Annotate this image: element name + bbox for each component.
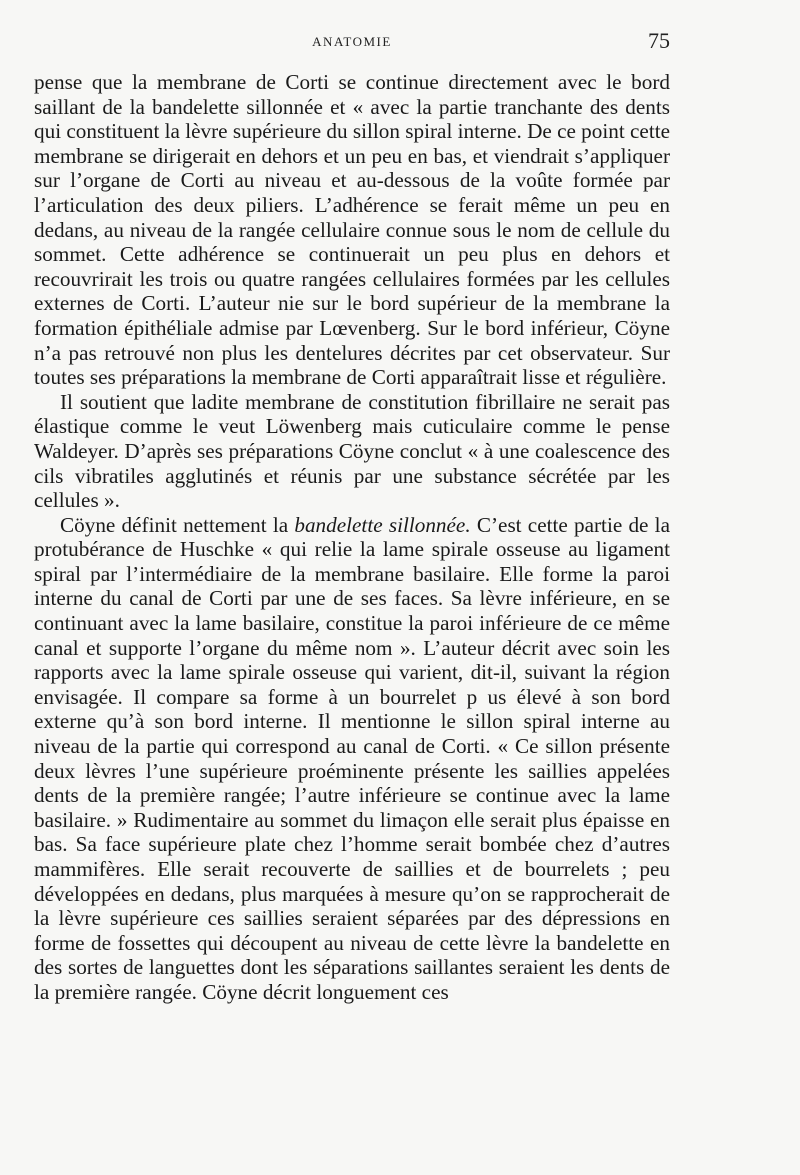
running-head: ANATOMIE	[312, 34, 392, 49]
page-number: 75	[648, 28, 670, 53]
page	[34, 28, 670, 1005]
italic-term-bandelette: bandelette sillonnée.	[294, 512, 471, 537]
paragraph-3-text-rest: C’est cette partie de la protubérance de Huschke « qui relie la lame spirale osseuse au ligament spiral par l’intermédiaire de la membrane basilaire. Elle forme la paroi interne du canal de Corti par une de ses faces. Sa lèvre inférieure, en se continuant avec la lame basilaire, constitue la paroi inférieure de ce même canal et supporte l’organe du même nom ». L’auteur décrit avec soin les rapports avec la lame spirale osseuse qui varient, dit-il, suivant la région envisagée. Il compare sa forme à un bourrelet p us élevé à son bord externe qu’à son bord interne. Il mentionne le sillon spiral interne au niveau de la partie qui correspond au canal de Corti. « Ce sillon présente deux lèvres l’une supérieure proéminente présente les saillies appelées dents de la première rangée; l’autre inférieure se continue avec la lame basilaire. » Rudimentaire au sommet du limaçon elle serait plus épaisse en bas. Sa face supérieure plate chez l’homme serait bombée chez d’autres mammifères. Elle serait recouverte de saillies et de bourrelets ; peu développées en dedans, plus marquées à mesure qu’on se rapprocherait de la lèvre supérieure ces saillies seraient séparées par des dépressions en forme de fossettes qui découpent au niveau de cette lèvre la bandelette en des sortes de languettes dont les séparations saillantes seraient les dents de la première rangée. Cöyne décrit longuement ces	[34, 512, 670, 1004]
paragraph-3	[34, 513, 670, 1005]
paragraph-1-text: pense que la membrane de Corti se continue directement avec le bord saillant de la bandelette sillonnée et « avec la partie tranchante des dents qui constituent la lèvre supérieure du sillon spiral interne. De ce point cette membrane se dirigerait en dehors et un peu en bas, et viendrait s’appliquer sur l’organe de Corti au niveau et au-dessous de la voûte formée par l’articulation des deux piliers. L’adhérence se ferait même un peu en dedans, au niveau de la rangée cellulaire connue sous le nom de cellule du sommet. Cette adhérence se continuerait un peu plus en dehors et recouvrirait les trois ou quatre rangées cellulaires formées par les cellules externes de Corti. L’auteur nie sur le bord supérieur de la membrane la formation épithéliale admise par Lœvenberg. Sur le bord inférieur, Cöyne n’a pas retrouvé non plus les dentelures décrites par cet observateur. Sur toutes ses préparations la membrane de Corti apparaîtrait lisse et régulière.	[34, 70, 671, 390]
paragraph-2	[34, 390, 670, 513]
paragraph-2-text: Il soutient que ladite membrane de constitution fibrillaire ne serait pas élastique comme le veut Löwenberg mais cuticulaire comme le pense Waldeyer. D’après ses préparations Cöyne conclut « à une coalescence des cils vibratiles agglutinés et réunis par une substance sécrétée par les cellules ».	[34, 389, 670, 513]
paragraph-3-text-start: Cöyne définit nettement la	[60, 512, 295, 537]
paragraph-1	[34, 70, 670, 390]
body-text	[34, 70, 670, 1005]
page-header	[34, 28, 670, 58]
